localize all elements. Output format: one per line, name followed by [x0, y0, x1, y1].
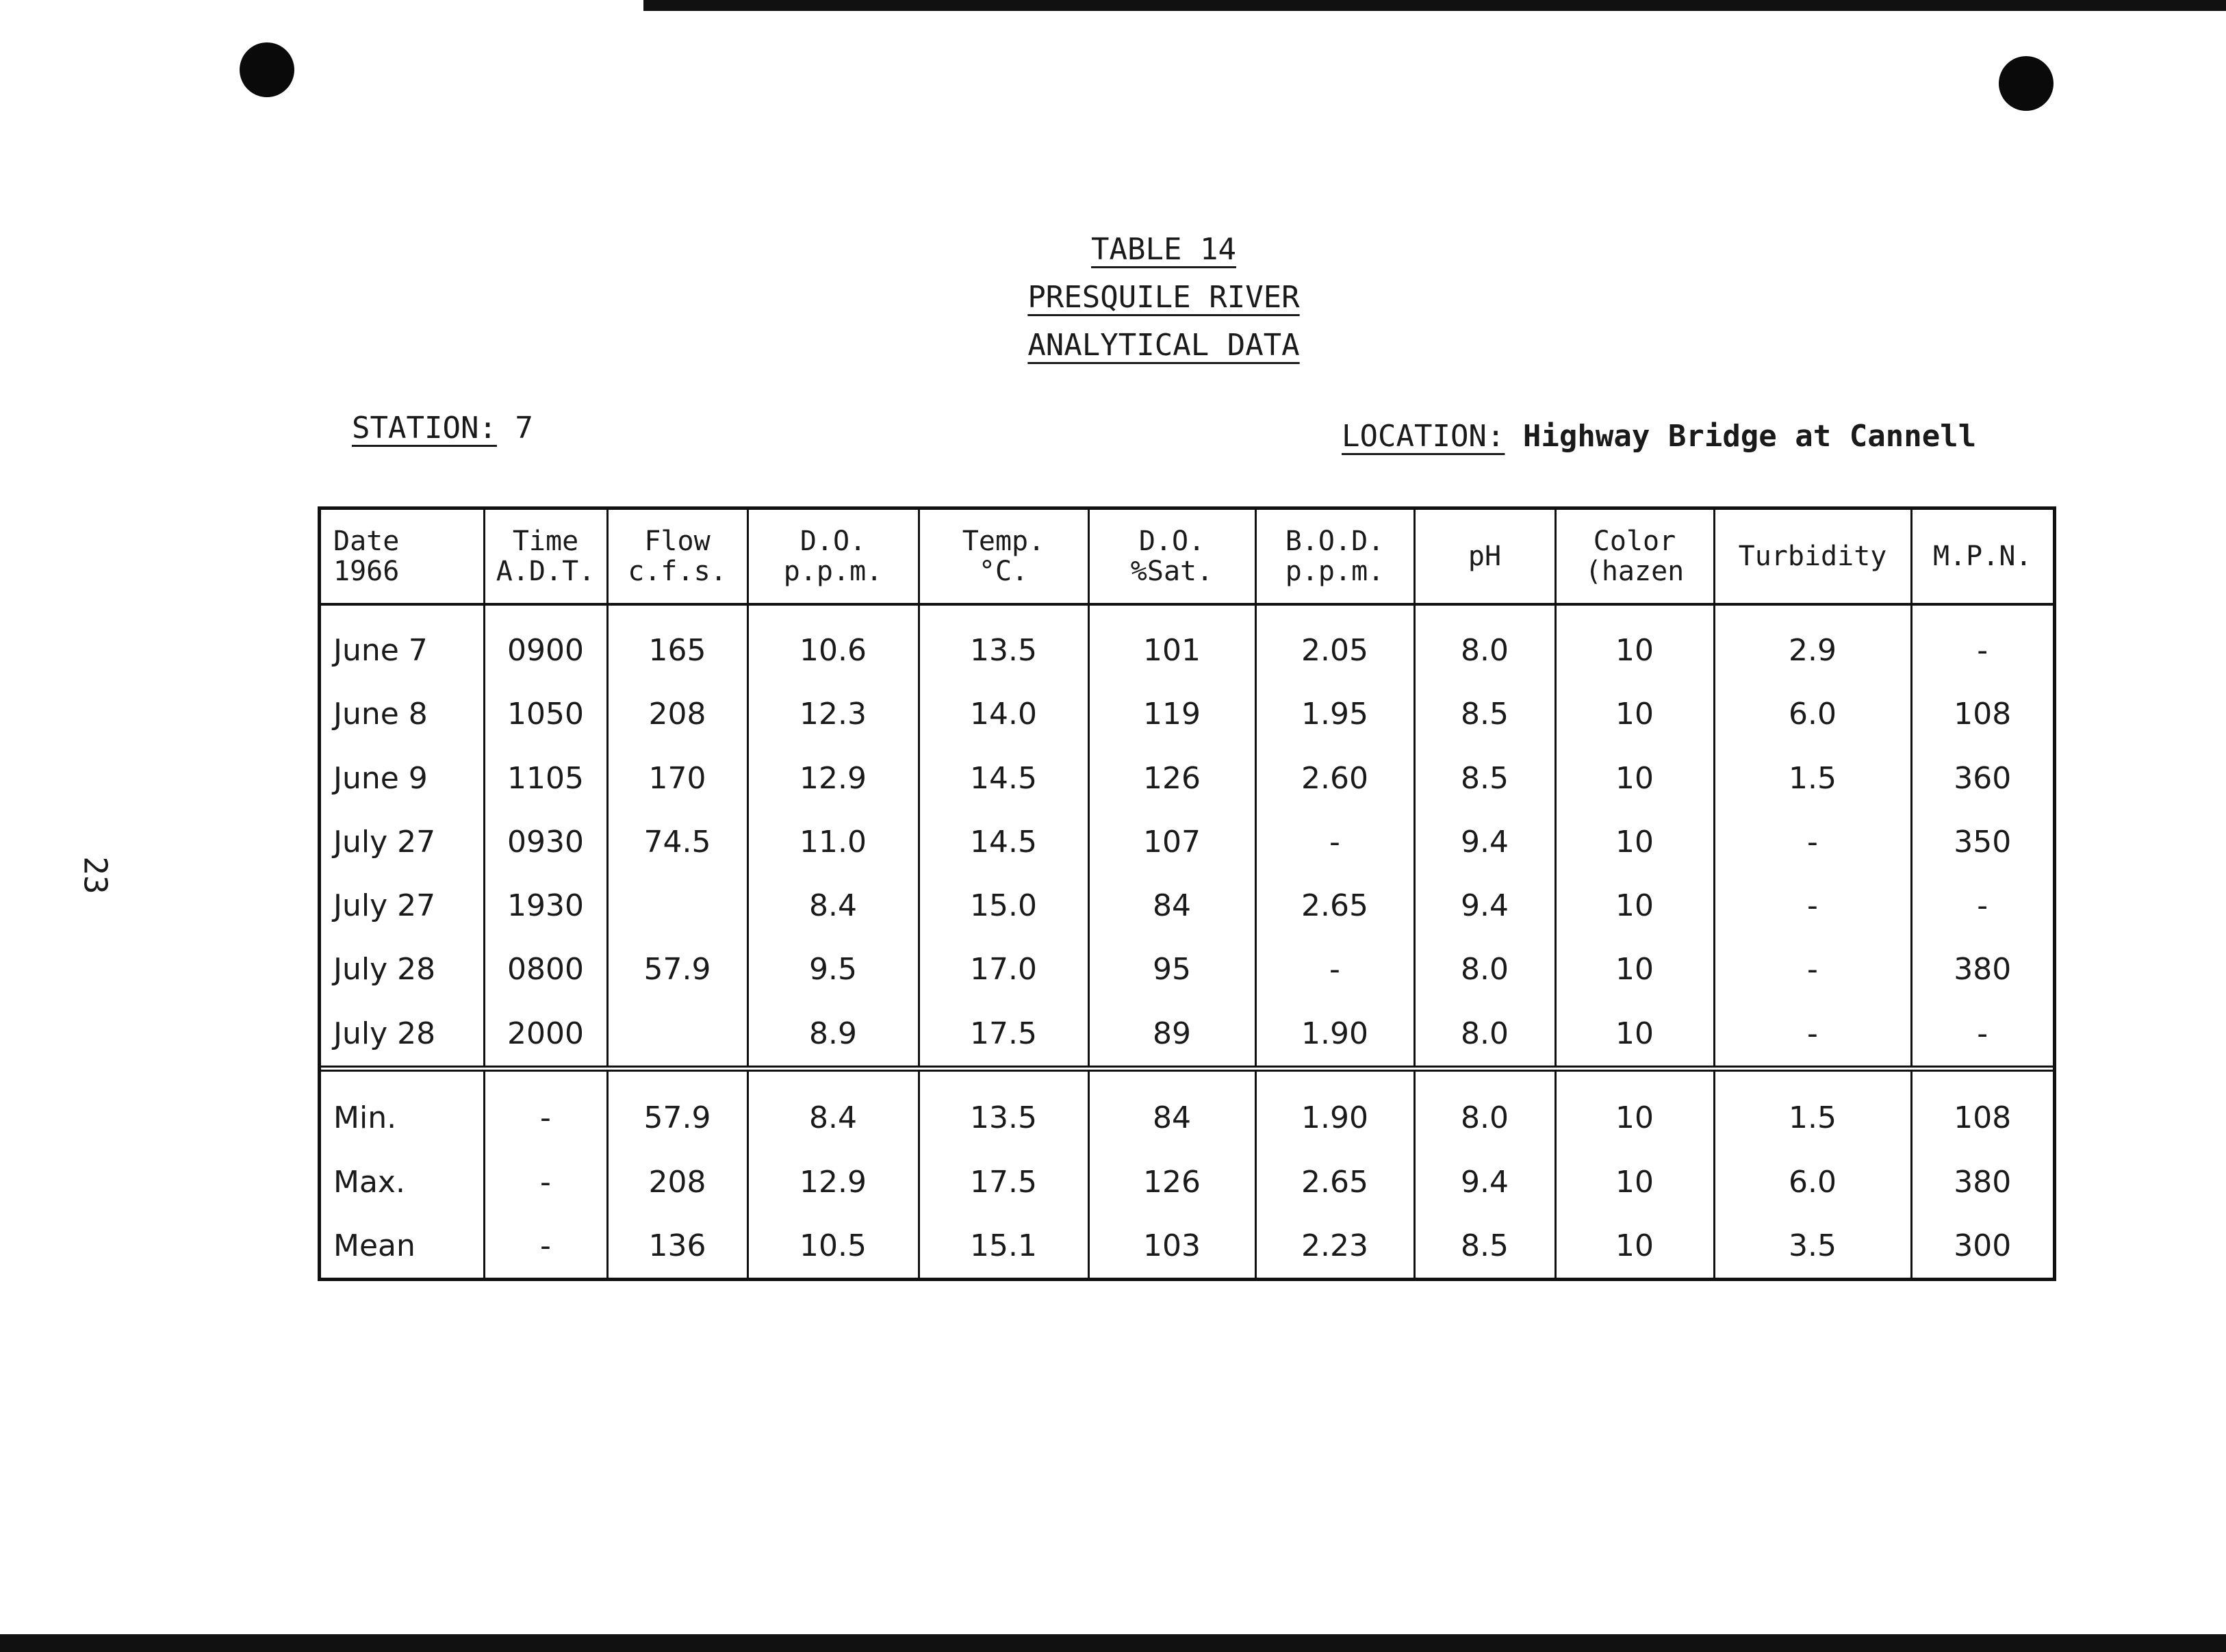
table-cell: July 28	[333, 952, 436, 988]
table-cell: -	[1714, 810, 1911, 874]
column-header-line: c.f.s.	[628, 556, 727, 587]
table-cell: 208	[607, 682, 747, 746]
column-header-line: 1966	[333, 556, 400, 587]
column-header-line: Turbidity	[1738, 541, 1887, 572]
column-header	[1255, 510, 1414, 604]
table-cell: 107	[1088, 810, 1255, 874]
table-cell: 8.9	[747, 1001, 919, 1068]
table-cell: 126	[1088, 747, 1255, 810]
station-label: STATION:	[352, 411, 497, 446]
summary-row	[321, 1214, 2053, 1278]
table-cell: 8.5	[1414, 1214, 1555, 1278]
table-cell: 170	[607, 747, 747, 810]
punch-hole-left	[240, 42, 294, 97]
table-cell: 2000	[484, 1001, 607, 1068]
table-cell: 119	[1088, 682, 1255, 746]
table-cell: -	[1255, 938, 1414, 1001]
station-value: 7	[515, 411, 533, 446]
table-cell: 10.6	[747, 604, 919, 682]
column-header-line: Flow	[644, 526, 711, 557]
table-cell: 14.5	[919, 810, 1088, 874]
title-line-2: PRESQUILE RIVER	[1027, 280, 1300, 315]
table-cell: 8.5	[1414, 682, 1555, 746]
table-cell: 1930	[484, 874, 607, 938]
table-cell: 1.5	[1714, 1068, 1911, 1150]
table-cell: June 8	[333, 697, 428, 732]
table-cell: 8.4	[747, 874, 919, 938]
table-cell: 2.60	[1255, 747, 1414, 810]
table-cell: 380	[1911, 938, 2053, 1001]
column-header	[484, 510, 607, 604]
table-cell: -	[1714, 938, 1911, 1001]
table-cell: -	[484, 1214, 607, 1278]
table-cell: 17.5	[919, 1001, 1088, 1068]
table-cell: 8.4	[747, 1068, 919, 1150]
column-header	[919, 510, 1088, 604]
table-cell: 6.0	[1714, 1150, 1911, 1214]
table-cell: 8.0	[1414, 1068, 1555, 1150]
table-cell: 10	[1555, 682, 1714, 746]
table-cell: -	[1911, 1001, 2053, 1068]
title-line-1: TABLE 14	[1091, 232, 1236, 267]
table-cell: 300	[1911, 1214, 2053, 1278]
table-cell: 10	[1555, 1068, 1714, 1150]
table-row	[321, 874, 2053, 938]
table-cell: 1.90	[1255, 1001, 1414, 1068]
table-cell: 95	[1088, 938, 1255, 1001]
table-title	[958, 226, 1369, 370]
table-cell: 2.65	[1255, 874, 1414, 938]
table-cell: 89	[1088, 1001, 1255, 1068]
column-header	[1911, 510, 2053, 604]
column-header-line: Temp.	[962, 526, 1045, 557]
column-header-line: Time	[512, 526, 579, 557]
column-header-line: B.O.D.	[1285, 526, 1385, 557]
table-row	[321, 938, 2053, 1001]
table-cell: 6.0	[1714, 682, 1911, 746]
table-cell: 208	[607, 1150, 747, 1214]
table-cell: 103	[1088, 1214, 1255, 1278]
table-cell: -	[1911, 874, 2053, 938]
table-cell: July 27	[333, 888, 436, 924]
column-header-line: D.O.	[799, 526, 867, 557]
table-cell: Max.	[333, 1164, 405, 1200]
table-cell: 14.5	[919, 747, 1088, 810]
table-cell: 9.5	[747, 938, 919, 1001]
table-cell: 10	[1555, 874, 1714, 938]
summary-row	[321, 1150, 2053, 1214]
table-cell: -	[1255, 810, 1414, 874]
table-cell: 15.0	[919, 874, 1088, 938]
table-cell: 11.0	[747, 810, 919, 874]
table-cell: 10.5	[747, 1214, 919, 1278]
column-header	[747, 510, 919, 604]
column-header-line: °C.	[978, 556, 1029, 587]
column-header	[1414, 510, 1555, 604]
column-header	[1714, 510, 1911, 604]
table-cell: 10	[1555, 1150, 1714, 1214]
table-cell: 13.5	[919, 604, 1088, 682]
location-label: LOCATION:	[1342, 419, 1505, 454]
table-cell: 8.0	[1414, 604, 1555, 682]
table-cell: 0900	[484, 604, 607, 682]
table-row	[321, 1001, 2053, 1068]
header-row	[321, 510, 2053, 604]
scan-edge-bottom	[0, 1634, 2226, 1652]
table-cell: 1.5	[1714, 747, 1911, 810]
summary-row	[321, 1068, 2053, 1150]
table-cell: 10	[1555, 1214, 1714, 1278]
table-row	[321, 604, 2053, 682]
scan-edge-top	[643, 0, 2226, 11]
table-cell: 0800	[484, 938, 607, 1001]
data-table	[321, 510, 2053, 1278]
column-header	[1555, 510, 1714, 604]
table-cell: 10	[1555, 747, 1714, 810]
table-cell: 2.9	[1714, 604, 1911, 682]
table-row	[321, 810, 2053, 874]
table-cell: 57.9	[607, 938, 747, 1001]
table-cell: 2.23	[1255, 1214, 1414, 1278]
table-cell: June 9	[333, 760, 428, 796]
column-header-line: (hazen	[1585, 556, 1685, 587]
column-header-line: A.D.T.	[496, 556, 596, 587]
table-cell: 10	[1555, 810, 1714, 874]
column-header	[321, 510, 484, 604]
table-cell: 12.9	[747, 747, 919, 810]
table-cell: 12.3	[747, 682, 919, 746]
column-header	[607, 510, 747, 604]
column-header-line: p.p.m.	[783, 556, 883, 587]
title-line-3: ANALYTICAL DATA	[1027, 328, 1300, 363]
table-cell: 10	[1555, 938, 1714, 1001]
table-cell: Mean	[333, 1228, 415, 1263]
column-header-line: M.P.N.	[1933, 541, 2032, 572]
table-cell: 2.05	[1255, 604, 1414, 682]
table-cell: 10	[1555, 604, 1714, 682]
table-cell: 8.5	[1414, 747, 1555, 810]
table-cell: 165	[607, 604, 747, 682]
table-cell: -	[484, 1150, 607, 1214]
table-cell: 3.5	[1714, 1214, 1911, 1278]
table-cell: 0930	[484, 810, 607, 874]
table-cell: 1105	[484, 747, 607, 810]
location-info	[1342, 419, 1976, 454]
table-cell: 8.0	[1414, 1001, 1555, 1068]
table-cell: 17.0	[919, 938, 1088, 1001]
station-info	[352, 411, 533, 446]
table-cell: 126	[1088, 1150, 1255, 1214]
table-cell: -	[1714, 1001, 1911, 1068]
table-cell: 17.5	[919, 1150, 1088, 1214]
column-header-line: Date	[333, 526, 400, 557]
table-cell: 10	[1555, 1001, 1714, 1068]
column-header	[1088, 510, 1255, 604]
table-cell: 108	[1911, 1068, 2053, 1150]
table-cell	[607, 1001, 747, 1068]
table-cell: 1.95	[1255, 682, 1414, 746]
table-cell: 9.4	[1414, 810, 1555, 874]
analytical-data-table	[318, 506, 2056, 1281]
table-row	[321, 682, 2053, 746]
table-cell: -	[1714, 874, 1911, 938]
table-cell: -	[1911, 604, 2053, 682]
table-cell: 2.65	[1255, 1150, 1414, 1214]
page-number: 23	[77, 856, 114, 894]
table-cell: 1.90	[1255, 1068, 1414, 1150]
column-header-line: D.O.	[1138, 526, 1205, 557]
table-cell: 1050	[484, 682, 607, 746]
column-header-line: Color	[1593, 526, 1676, 557]
table-cell: 9.4	[1414, 1150, 1555, 1214]
table-cell: 57.9	[607, 1068, 747, 1150]
table-cell: 12.9	[747, 1150, 919, 1214]
table-cell: 13.5	[919, 1068, 1088, 1150]
table-cell: 360	[1911, 747, 2053, 810]
column-header-line: pH	[1468, 541, 1502, 572]
table-cell: 15.1	[919, 1214, 1088, 1278]
table-cell: July 28	[333, 1016, 436, 1051]
table-cell: 84	[1088, 1068, 1255, 1150]
table-cell: 108	[1911, 682, 2053, 746]
table-cell: July 27	[333, 824, 436, 860]
table-cell: 84	[1088, 874, 1255, 938]
table-cell: 350	[1911, 810, 2053, 874]
table-cell: 101	[1088, 604, 1255, 682]
table-cell: 74.5	[607, 810, 747, 874]
table-row	[321, 747, 2053, 810]
table-cell: 14.0	[919, 682, 1088, 746]
table-cell	[607, 874, 747, 938]
column-header-line: %Sat.	[1130, 556, 1214, 587]
punch-hole-right	[1999, 56, 2054, 111]
table-cell: Min.	[321, 1068, 484, 1150]
table-cell: 380	[1911, 1150, 2053, 1214]
table-cell: -	[484, 1068, 607, 1150]
table-cell: 8.0	[1414, 938, 1555, 1001]
location-value: Highway Bridge at Cannell	[1522, 419, 1977, 454]
table-cell: June 7	[333, 632, 428, 668]
table-cell: 9.4	[1414, 874, 1555, 938]
column-header-line: p.p.m.	[1285, 556, 1385, 587]
table-cell: 136	[607, 1214, 747, 1278]
